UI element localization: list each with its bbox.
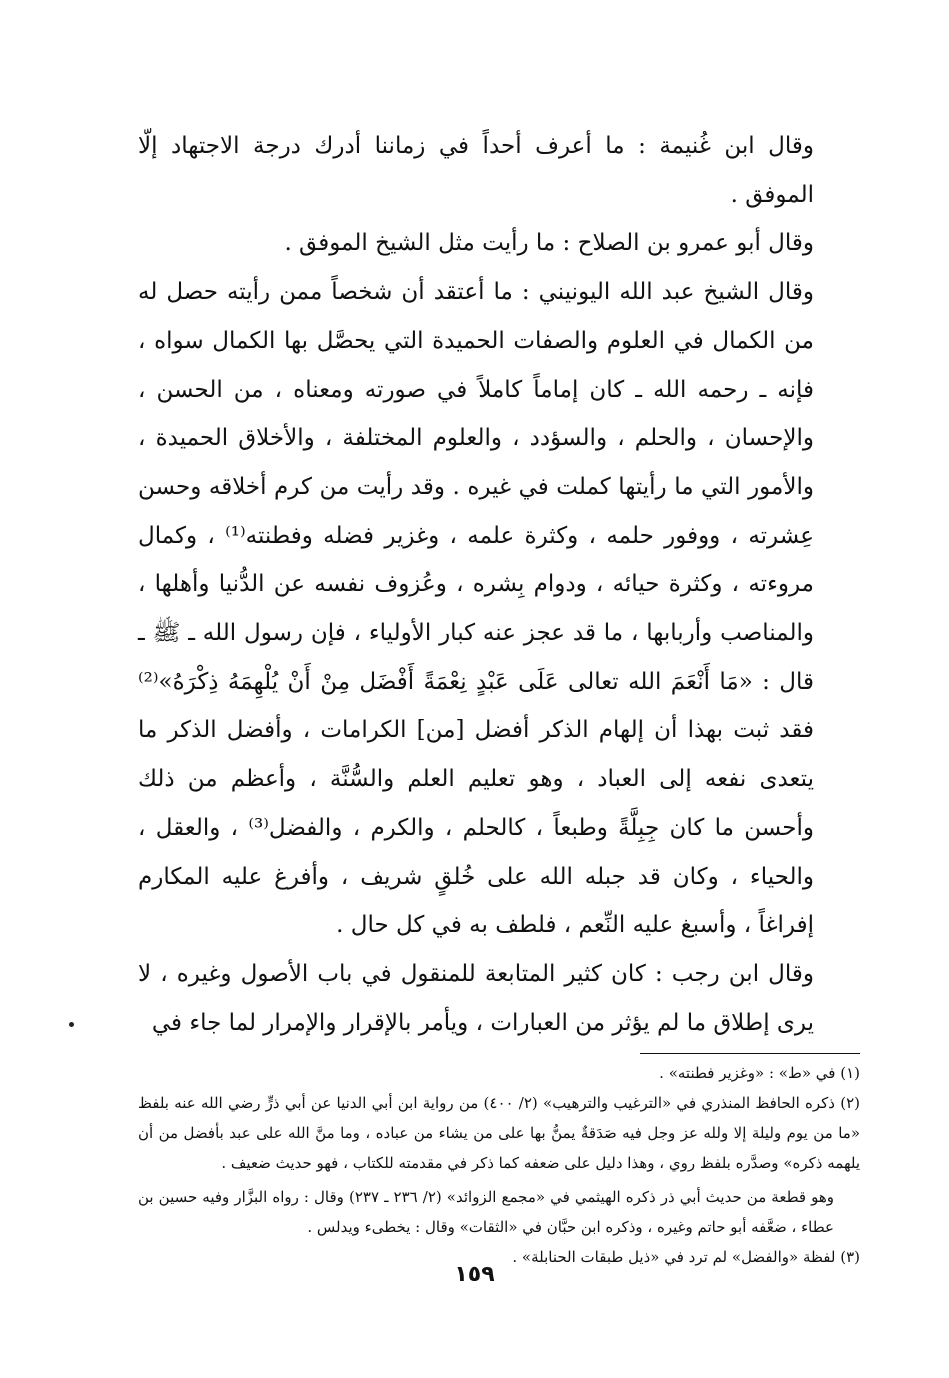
footnotes — [138, 1058, 860, 1272]
paragraph-ibn-rajab: وقال ابن رجب : كان كثير المتابعة للمنقول في باب الأصول وغيره ، لا يرى إطلاق ما لم يؤثر من العبارات ، ويأمر بالإقرار والإمرار لما جاء في — [138, 960, 814, 1036]
scan-speck — [69, 1022, 74, 1027]
paragraph-ibn-ghunayma: وقال ابن غُنيمة : ما أعرف أحداً في زماننا أدرك درجة الاجتهاد إلّا الموفق . — [138, 133, 814, 208]
footnote-separator — [640, 1053, 860, 1054]
page-number: ١٥٩ — [454, 1262, 495, 1287]
footnote-2-continuation: وهو قطعة من حديث أبي ذر ذكره الهيثمي في «مجمع الزوائد» (٢/ ٢٣٦ ـ ٢٣٧) وقال : رواه البزَّار وفيه حسين بن عطاء ، ضعَّفه أبو حاتم وغيره ، وذكره ابن حبَّان في «الثقات» وقال : يخطىء ويدلس . — [138, 1188, 835, 1237]
footnote-1: (١) في «ط» : «وغزير فطنته» . — [659, 1064, 860, 1083]
footnote-2: (٢) ذكره الحافظ المنذري في «الترغيب والترهيب» (٢/ ٤٠٠) من رواية ابن أبي الدنيا عن أبي ذرٍّ رضي الله عنه بلفظ «ما من يوم وليلة إلا ولله عز وجل فيه صَدَقةٌ يمنُّ بها على من يشاء من عباده ، وما منَّ الله على عبد بأفضل من أن يلهمه ذكره» وصدَّره بلفظ روي ، وهذا دليل على ضعفه كما ذكر في مقدمته للكتاب ، فهو حديث ضعيف . — [138, 1094, 860, 1173]
footnote-3: (٣) لفظة «والفضل» لم ترد في «ذيل طبقات الحنابلة» . — [512, 1248, 860, 1267]
paragraph-ibn-salah: وقال أبو عمرو بن الصلاح : ما رأيت مثل الشيخ الموفق . — [284, 230, 814, 257]
main-text — [138, 122, 860, 1047]
book-page — [138, 122, 860, 1272]
paragraph-yunini: وقال الشيخ عبد الله اليونيني : ما أعتقد أن شخصاً ممن رأيته حصل له من الكمال في العلوم والصفات الحميدة التي يحصَّل بها الكمال سواه ، فإنه ـ رحمه الله ـ كان إماماً كاملاً في صورته ومعناه ، من الحسن ، والإحسان ، والحلم ، والسؤدد ، والعلوم المختلفة ، والأخلاق الحميدة ، والأمور التي ما رأيتها كملت في غيره . وقد رأيت من كرم أخلاقه وحسن عِشرته ، ووفور حلمه ، وكثرة علمه ، وغزير فضله وفطنته⁽¹⁾ ، وكمال مروءته ، وكثرة حيائه ، ودوام بِشره ، وعُزوف نفسه عن الدُّنيا وأهلها ، والمناصب وأربابها ، ما قد عجز عنه كبار الأولياء ، فإن رسول الله ـ ﷺ ـ قال : «مَا أَنْعَمَ الله تعالى عَلَى عَبْدٍ نِعْمَةً أَفْضَل مِنْ أَنْ يُلْهِمَهُ ذِكْرَهُ»⁽²⁾ فقد ثبت بهذا أن إلهام الذكر أفضل [من] الكرامات ، وأفضل الذكر ما يتعدى نفعه إلى العباد ، وهو تعليم العلم والسُّنَّة ، وأعظم من ذلك وأحسن ما كان جِبِلَّةً وطبعاً ، كالحلم ، والكرم ، والفضل⁽³⁾ ، والعقل ، والحياء ، وكان قد جبله الله على خُلقٍ شريف ، وأفرغ عليه المكارم إفراغاً ، وأسبغ عليه النِّعم ، فلطف به في كل حال . — [138, 279, 814, 939]
